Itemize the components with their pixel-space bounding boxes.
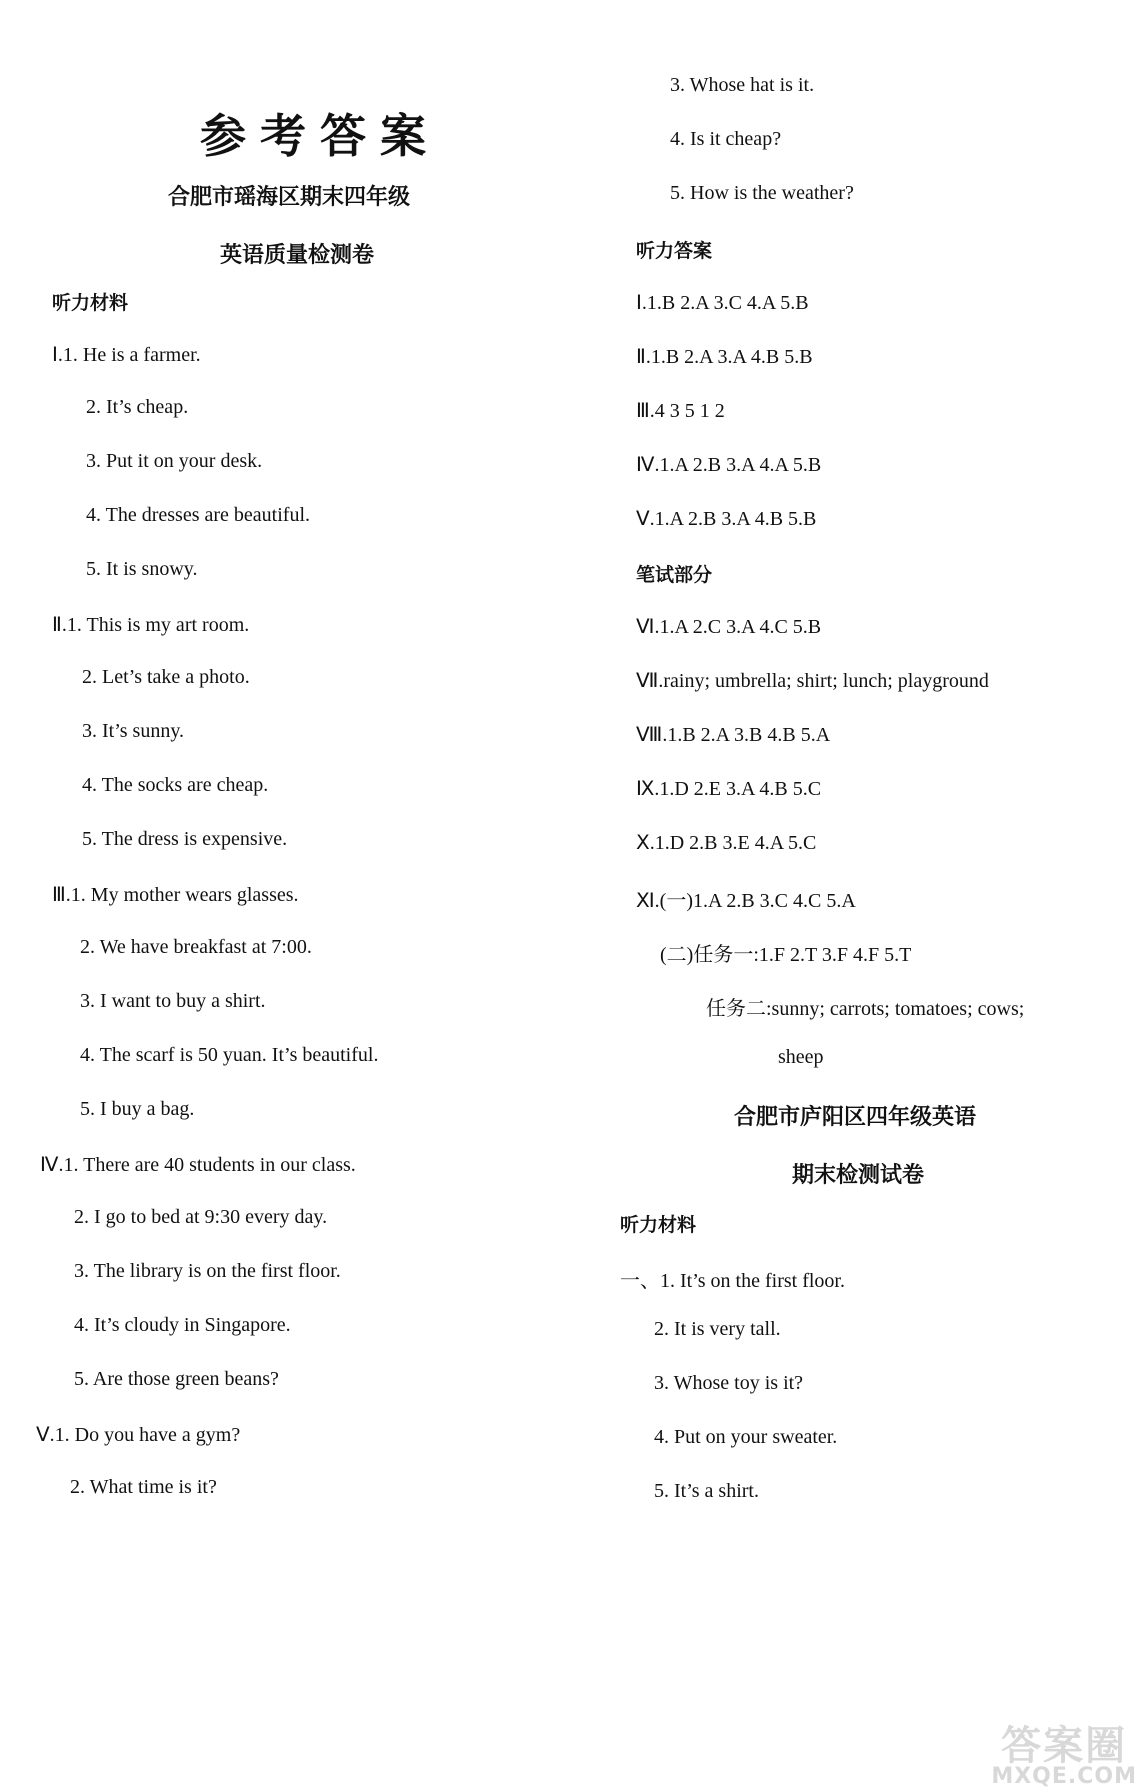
- answer-row: Ⅶ.rainy; umbrella; shirt; lunch; playground: [636, 670, 989, 692]
- listening-line: Ⅴ.1. Do you have a gym?: [36, 1424, 241, 1446]
- listening-line: 4. It’s cloudy in Singapore.: [74, 1314, 291, 1336]
- listening-line: 5. Are those green beans?: [74, 1368, 279, 1390]
- answer-row: Ⅴ.1.A 2.B 3.A 4.B 5.B: [636, 508, 817, 530]
- answer-row: (二)任务一:1.F 2.T 3.F 4.F 5.T: [660, 944, 912, 966]
- section-heading-yaohai: 合肥市瑶海区期末四年级: [168, 185, 411, 210]
- answer-row: Ⅸ.1.D 2.E 3.A 4.B 5.C: [636, 778, 822, 800]
- answer-row: Ⅰ.1.B 2.A 3.C 4.A 5.B: [636, 292, 809, 314]
- listening-line: 4. Is it cheap?: [670, 128, 782, 150]
- listening-line: 2. It’s cheap.: [86, 396, 189, 418]
- written-part-label: 笔试部分: [636, 564, 713, 586]
- listening-line: Ⅱ.1. This is my art room.: [52, 614, 250, 636]
- listening-material-label: 听力材料: [620, 1214, 697, 1236]
- listening-line: 3. It’s sunny.: [82, 720, 185, 742]
- answer-row: sheep: [778, 1046, 824, 1068]
- page-title: 参考答案: [200, 109, 440, 163]
- answer-row: Ⅷ.1.B 2.A 3.B 4.B 5.A: [636, 724, 831, 746]
- answer-row: Ⅹ.1.D 2.B 3.E 4.A 5.C: [636, 832, 817, 854]
- listening-line: 3. Put it on your desk.: [86, 450, 263, 472]
- watermark-url: MXQE.COM: [991, 1764, 1137, 1789]
- answer-row: Ⅱ.1.B 2.A 3.A 4.B 5.B: [636, 346, 813, 368]
- listening-answers-label: 听力答案: [636, 240, 713, 262]
- listening-line: Ⅳ.1. There are 40 students in our class.: [40, 1154, 356, 1176]
- listening-line: 5. I buy a bag.: [80, 1098, 195, 1120]
- listening-line: 3. Whose toy is it?: [654, 1372, 804, 1394]
- listening-line: 2. We have breakfast at 7:00.: [80, 936, 312, 958]
- listening-line: 2. I go to bed at 9:30 every day.: [74, 1206, 328, 1228]
- listening-line: Ⅲ.1. My mother wears glasses.: [52, 884, 299, 906]
- listening-line: 5. It’s a shirt.: [654, 1480, 759, 1502]
- listening-line: 5. The dress is expensive.: [82, 828, 288, 850]
- listening-line: 3. The library is on the first floor.: [74, 1260, 341, 1282]
- listening-line: 4. The scarf is 50 yuan. It’s beautiful.: [80, 1044, 379, 1066]
- listening-line: 2. Let’s take a photo.: [82, 666, 250, 688]
- listening-line: 3. Whose hat is it.: [670, 74, 815, 96]
- listening-line: 4. The socks are cheap.: [82, 774, 269, 796]
- listening-line: 2. It is very tall.: [654, 1318, 781, 1340]
- listening-line: 5. How is the weather?: [670, 182, 854, 204]
- listening-line: 4. The dresses are beautiful.: [86, 504, 310, 526]
- listening-line: 4. Put on your sweater.: [654, 1426, 838, 1448]
- section-heading-luyang: 合肥市庐阳区四年级英语: [734, 1105, 977, 1130]
- listening-line: 一、1. It’s on the first floor.: [620, 1270, 845, 1292]
- listening-material-label: 听力材料: [52, 292, 129, 314]
- listening-line: 2. What time is it?: [70, 1476, 217, 1498]
- watermark-logo: 答案圈: [1001, 1723, 1128, 1769]
- answer-row: 任务二:sunny; carrots; tomatoes; cows;: [706, 998, 1025, 1020]
- listening-line: 5. It is snowy.: [86, 558, 198, 580]
- answer-row: Ⅵ.1.A 2.C 3.A 4.C 5.B: [636, 616, 822, 638]
- section-subheading-yaohai: 英语质量检测卷: [220, 243, 375, 268]
- watermark: [991, 1723, 1137, 1789]
- answer-row: Ⅲ.4 3 5 1 2: [636, 400, 725, 422]
- answer-row: Ⅳ.1.A 2.B 3.A 4.A 5.B: [636, 454, 822, 476]
- answer-row: Ⅺ.(一)1.A 2.B 3.C 4.C 5.A: [636, 890, 856, 912]
- listening-line: Ⅰ.1. He is a farmer.: [52, 344, 201, 366]
- section-subheading-luyang: 期末检测试卷: [792, 1163, 925, 1188]
- listening-line: 3. I want to buy a shirt.: [80, 990, 266, 1012]
